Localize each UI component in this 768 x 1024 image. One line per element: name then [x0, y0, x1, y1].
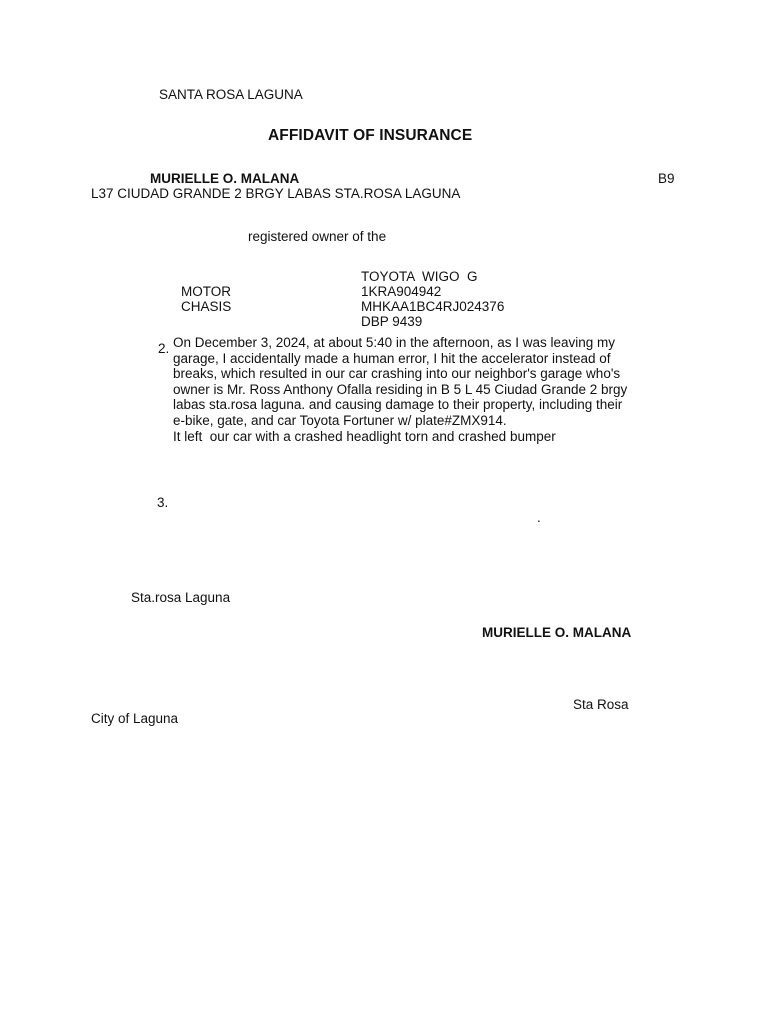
affiant-address: L37 CIUDAD GRANDE 2 BRGY LABAS STA.ROSA LAGUNA: [91, 186, 461, 201]
signature-name: MURIELLE O. MALANA: [482, 625, 632, 640]
paragraph-2-line: e-bike, gate, and car Toyota Fortuner w/ plate#ZMX914.: [173, 412, 507, 428]
paragraph-2-line: breaks, which resulted in our car crashing into our neighbor's garage who's: [173, 366, 621, 382]
paragraph-3-trailing-mark: .: [537, 510, 541, 525]
document-title: AFFIDAVIT OF INSURANCE: [268, 127, 473, 144]
signature-place: Sta.rosa Laguna: [131, 590, 231, 605]
paragraph-3-number: 3.: [157, 495, 169, 510]
chasis-label: CHASIS: [181, 299, 232, 314]
plate-number: DBP 9439: [361, 314, 423, 329]
jurat-city-right: Sta Rosa: [573, 697, 629, 712]
paragraph-2-line: On December 3, 2024, at about 5:40 in the afternoon, as I was leaving my: [173, 335, 616, 350]
paragraph-2-line: garage, I accidentally made a human error, I hit the accelerator instead of: [173, 350, 611, 366]
motor-value: 1KRA904942: [361, 284, 442, 299]
paragraph-2-body: [173, 335, 693, 444]
document-location: SANTA ROSA LAGUNA: [159, 87, 303, 102]
paragraph-2-line: It left our car with a crashed headlight torn and crashed bumper: [173, 428, 556, 444]
ownership-text: registered owner of the: [248, 229, 387, 244]
affiant-name: MURIELLE O. MALANA: [150, 171, 300, 186]
paragraph-2-number: 2.: [158, 341, 170, 356]
chasis-value: MHKAA1BC4RJ024376: [361, 299, 505, 314]
motor-label: MOTOR: [181, 284, 231, 299]
paragraph-2-line: owner is Mr. Ross Anthony Ofalla residing in B 5 L 45 Ciudad Grande 2 brgy: [173, 381, 628, 397]
vehicle-model: TOYOTA WIGO G: [361, 269, 478, 284]
jurat-city-left: City of Laguna: [91, 711, 179, 726]
paragraph-2-line: labas sta.rosa laguna. and causing damage to their property, including their: [173, 397, 623, 413]
affiant-block: B9: [658, 171, 675, 186]
